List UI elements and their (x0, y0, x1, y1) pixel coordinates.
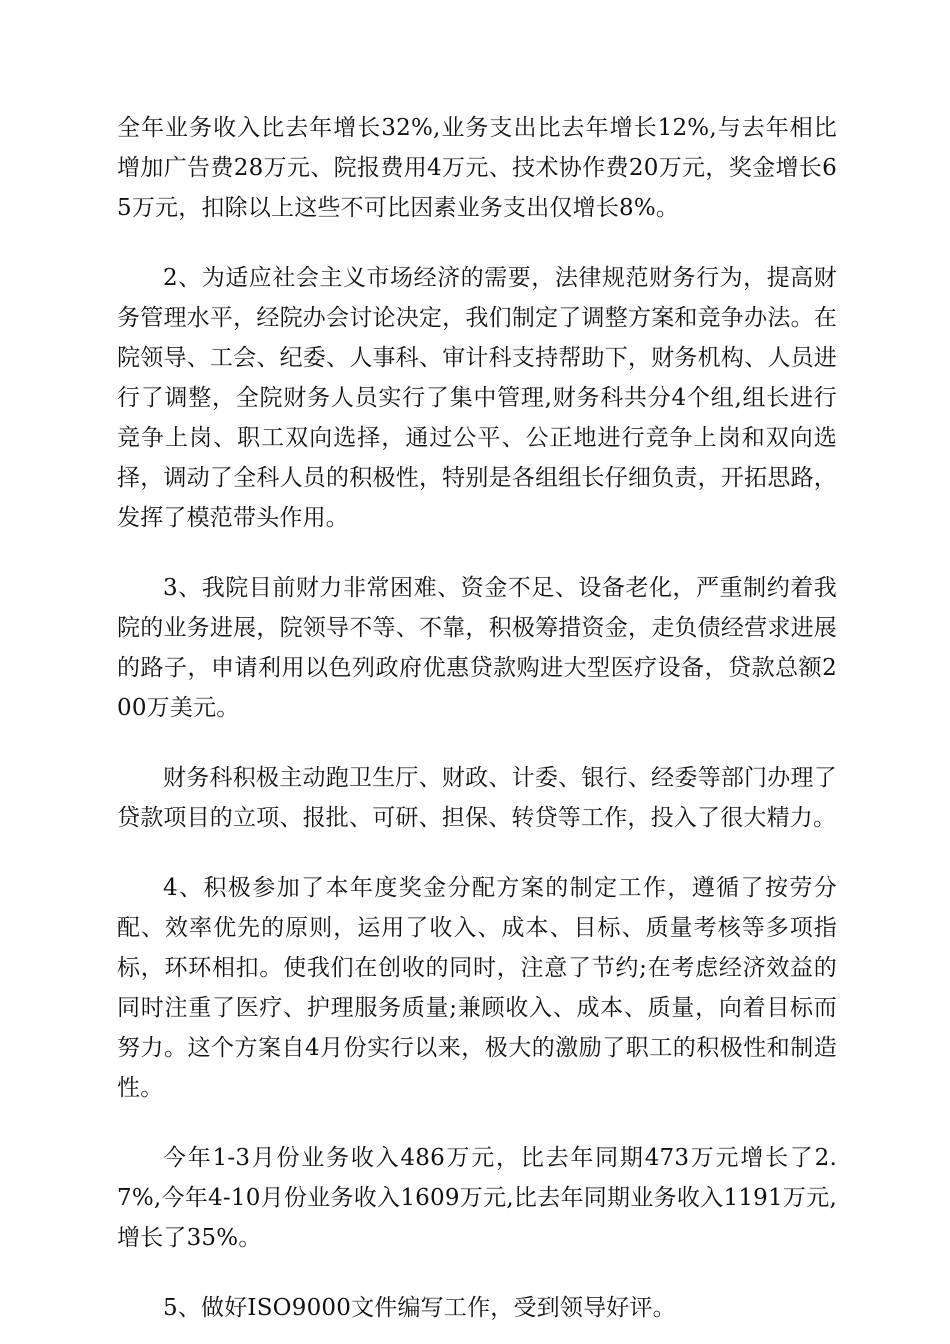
paragraph-item-3-loan: 3、我院目前财力非常困难、资金不足、设备老化，严重制约着我院的业务进展，院领导不等、不靠，积极筹措资金，走负债经营求进展的路子，申请利用以色列政府优惠贷款购进大型医疗设备，贷款总额200万美元。 (117, 575, 837, 721)
paragraph-gap (117, 1258, 837, 1288)
paragraph-item-5-iso9000: 5、做好ISO9000文件编写工作，受到领导好评。 (163, 1295, 676, 1321)
paragraph-gap (117, 728, 837, 758)
paragraph-gap (117, 228, 837, 258)
paragraph-income-growth: 全年业务收入比去年增长32%,业务支出比去年增长12%,与去年相比增加广告费28万元、院报费用4万元、技术协作费20万元，奖金增长65万元，扣除以上这些不可比因素业务支出仅增长8%。 (117, 115, 837, 221)
paragraph-loan-procedures: 财务科积极主动跑卫生厅、财政、计委、银行、经委等部门办理了贷款项目的立项、报批、可研、担保、转贷等工作，投入了很大精力。 (117, 765, 837, 831)
paragraph-item-4-bonus-plan: 4、积极参加了本年度奖金分配方案的制定工作，遵循了按劳分配、效率优先的原则，运用了收入、成本、目标、质量考核等多项指标，环环相扣。使我们在创收的同时，注意了节约;在考虑经济效益的同时注重了医疗、护理服务质量;兼顾收入、成本、质量，向着目标而努力。这个方案自4月份实行以来，极大的激励了职工的积极性和制造性。 (117, 875, 837, 1101)
paragraph-gap (117, 838, 837, 868)
paragraph-gap (117, 1108, 837, 1138)
paragraph-income-figures: 今年1-3月份业务收入486万元，比去年同期473万元增长了2.7%,今年4-10月份业务收入1609万元,比去年同期业务收入1191万元,增长了35%。 (117, 1145, 837, 1251)
document-body (117, 108, 837, 1328)
paragraph-item-2-finance-reform: 2、为适应社会主义市场经济的需要，法律规范财务行为，提高财务管理水平，经院办会讨论决定，我们制定了调整方案和竞争办法。在院领导、工会、纪委、人事科、审计科支持帮助下，财务机构、人员进行了调整，全院财务人员实行了集中管理,财务科共分4个组,组长进行竞争上岗、职工双向选择，通过公平、公正地进行竞争上岗和双向选择，调动了全科人员的积极性，特别是各组组长仔细负责，开拓思路，发挥了模范带头作用。 (117, 265, 837, 531)
paragraph-gap (117, 538, 837, 568)
